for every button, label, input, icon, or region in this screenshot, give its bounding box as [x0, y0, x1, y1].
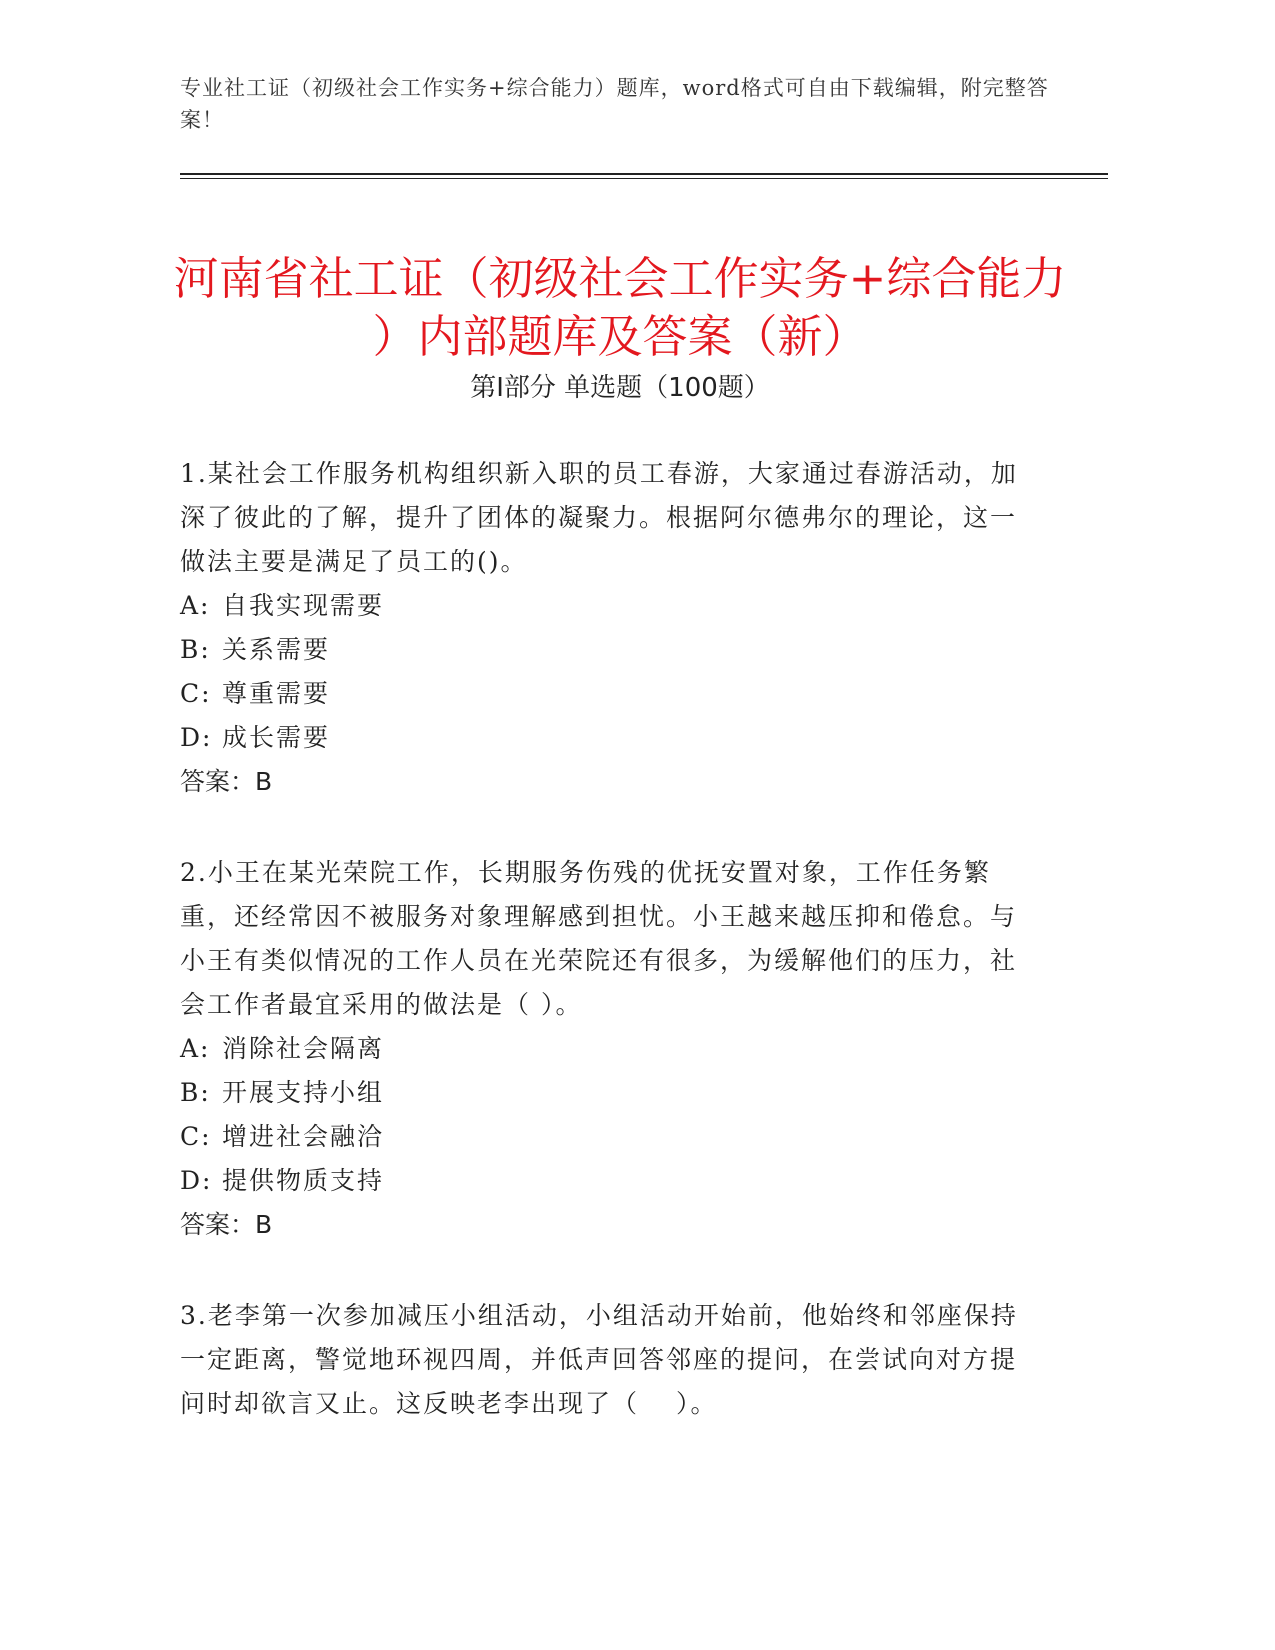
- page-title-line-2: ）内部题库及答案（新）: [372, 310, 868, 364]
- option-key: A:: [180, 1034, 211, 1063]
- question-stem: 3.老李第一次参加减压小组活动，小组活动开始前，他始终和邻座保持一定距离，警觉地环视四周，并低声回答邻座的提问，在尝试向对方提问时却欲言又止。这反映老李出现了（ ）。: [180, 1301, 1018, 1418]
- option-key: C:: [180, 679, 212, 708]
- option-text: 增进社会融洽: [222, 1122, 385, 1151]
- option-d: [180, 1159, 1040, 1203]
- header-divider-thin: [180, 178, 1108, 179]
- option-b: [180, 1071, 1040, 1115]
- option-key: D:: [180, 723, 213, 752]
- question-list: [180, 452, 1040, 1473]
- option-text: 提供物质支持: [222, 1166, 385, 1195]
- question-1: [180, 452, 1040, 804]
- option-key: B:: [180, 635, 211, 664]
- option-key: B:: [180, 1078, 211, 1107]
- option-text: 开展支持小组: [222, 1078, 385, 1107]
- header-divider-thick: [180, 173, 1108, 175]
- page-title-line-1: 河南省社工证（初级社会工作实务+综合能力: [173, 252, 1067, 306]
- answer: 答案：B: [180, 1210, 273, 1239]
- header-note: 专业社工证（初级社会工作实务+综合能力）题库，word格式可自由下载编辑，附完整答案！: [180, 76, 1049, 132]
- option-text: 成长需要: [222, 723, 331, 752]
- option-d: [180, 716, 1040, 760]
- question-stem: 1.某社会工作服务机构组织新入职的员工春游，大家通过春游活动，加深了彼此的了解，提升了团体的凝聚力。根据阿尔德弗尔的理论，这一做法主要是满足了员工的()。: [180, 459, 1018, 576]
- page-title: [170, 250, 1070, 366]
- option-key: D:: [180, 1166, 213, 1195]
- question-2: [180, 851, 1040, 1247]
- option-a: [180, 584, 1040, 628]
- option-key: C:: [180, 1122, 212, 1151]
- section-title: 第Ⅰ部分 单选题（100题）: [470, 373, 770, 403]
- option-c: [180, 1115, 1040, 1159]
- option-b: [180, 628, 1040, 672]
- question-3: [180, 1294, 1040, 1426]
- question-stem: 2.小王在某光荣院工作，长期服务伤残的优抚安置对象，工作任务繁重，还经常因不被服务对象理解感到担忧。小王越来越压抑和倦怠。与小王有类似情况的工作人员在光荣院还有很多，为缓解他们的压力，社会工作者最宜采用的做法是（ ）。: [180, 858, 1018, 1019]
- option-a: [180, 1027, 1040, 1071]
- option-c: [180, 672, 1040, 716]
- option-key: A:: [180, 591, 211, 620]
- option-text: 尊重需要: [222, 679, 331, 708]
- option-text: 消除社会隔离: [222, 1034, 385, 1063]
- answer: 答案：B: [180, 767, 273, 796]
- option-text: 自我实现需要: [222, 591, 385, 620]
- option-text: 关系需要: [222, 635, 331, 664]
